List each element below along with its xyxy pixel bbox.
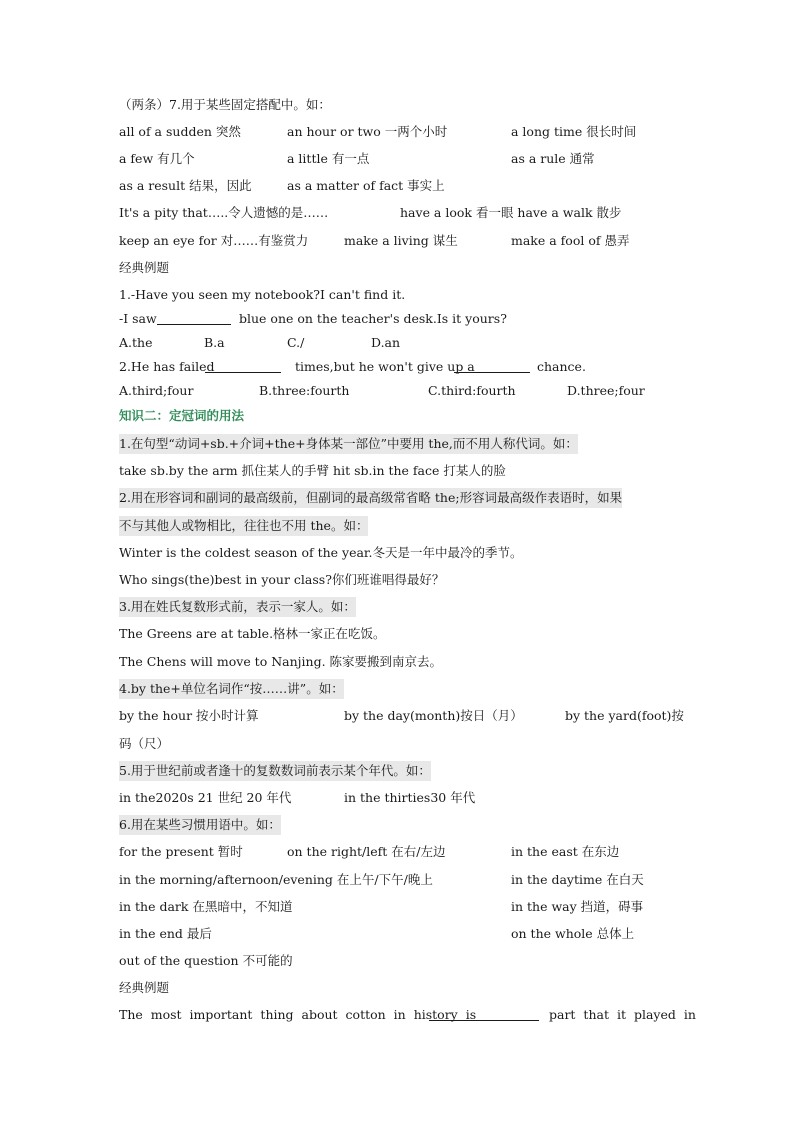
section7-heading: （两条）7.用于某些固定搭配中。如： [119, 97, 331, 112]
phrase: make a living 谋生 [344, 233, 458, 248]
rule-2-example-1: Winter is the coldest season of the year.冬天是一年中最冷的季节。 [119, 545, 523, 560]
phrase: keep an eye for 对……有鉴赏力 [119, 233, 309, 248]
phrase: as a result 结果，因此 [119, 178, 252, 193]
rule-3-example-1: The Greens are at table.格林一家正在吃饭。 [119, 626, 386, 641]
phrase: It's a pity that…..令人遗憾的是…… [119, 205, 329, 220]
option-d: D.three;four [567, 383, 645, 398]
phrase: all of a sudden 突然 [119, 124, 241, 139]
option-c: C.third:fourth [428, 383, 516, 398]
phrase: a little 有一点 [287, 151, 370, 166]
phrase: a long time 很长时间 [511, 124, 637, 139]
phrase: have a look 看一眼 have a walk 散步 [400, 205, 622, 220]
option-b: B.three:fourth [259, 383, 350, 398]
option-b: B.a [204, 335, 225, 350]
phrase: as a rule 通常 [511, 151, 595, 166]
example-title: 经典例题 [119, 980, 170, 995]
phrase: a few 有几个 [119, 151, 195, 166]
option-a: A.the [119, 335, 153, 350]
rule-2-example-2: Who sings(the)best in your class?你们班谁唱得最好？ [119, 572, 445, 587]
rule-3-example-2: The Chens will move to Nanjing. 陈家要搬到南京去。 [119, 654, 443, 669]
phrase: make a fool of 愚弄 [511, 233, 630, 248]
rule-1-example: take sb.by the arm 抓住某人的手臂 hit sb.in the face 打某人的脸 [119, 463, 506, 478]
phrase: an hour or two 一两个小时 [287, 124, 448, 139]
question-1-line-1: 1.-Have you seen my notebook?I can't find it. [119, 287, 406, 302]
answer-blank[interactable] [205, 358, 281, 373]
option-a: A.third;four [119, 383, 194, 398]
example-title: 经典例题 [119, 260, 170, 275]
option-d: D.an [371, 335, 401, 350]
document-page: （两条）7.用于某些固定搭配中。如： all of a sudden 突然 an hour or two 一两个小时 a long time 很长时间 a few 有几个 a little 有一点 as a rule 通常 as a result 结果，因此 as a matter of fact 事实上 It's a pity that…..令人遗憾的是…… have a look 看一眼 have a walk 散步 keep an eye for 对……有鉴赏力 make a living 谋生 make a fool of 愚弄 经典例题 1.-Have you seen my notebook?I can't find it. -I saw blue one on the teacher's desk.Is it yours? A.the B.a C./ D.an 2.He has failed times,but he won't give up a chance. A.third;four B.three:fourth C.third:fourth D.three;four 知识二：定冠词的用法 1.在句型“动词+sb.+介词+the+身体某一部位”中要用 the,而不用人称代词。如： take sb.by the arm 抓住某人的手臂 hit sb.in the face 打某人的脸 2.用在形容词和副词的最高级前，但副词的最高级常省略 the;形容词最高级作表语时，如果 不与其他人或物相比，往往也不用 the。如： Winter is the coldest season of the year.冬天是一年中最冷的季节。 Who sings(the)best in your class?你们班谁唱得最好？ 3.用在姓氏复数形式前，表示一家人。如： The Greens are at table.格林一家正在吃饭。 The Chens will move to Nanjing. 陈家要搬到南京去。 4.by the+单位名词作“按……讲”。如： by the hour 按小时计算 by the day(month)按日（月） by the yard(foot)按 码（尺） 5.用于世纪前或者逢十的复数数词前表示某个年代。如： in the2020s 21 世纪 20 年代 in the thirties30 年代 6.用在某些习惯用语中。如： for the present 暂时 on the right/left 在右/左边 in the east 在东边 in the morning/afternoon/evening 在上午/下午/晚上 in the daytime 在白天 in the dark 在黑暗中，不知道 in the way 挡道，碍事 in the end 最后 on the whole 总体上 out of the question 不可能的 经典例题 The most important thing about cotton in history is part that it played in [119, 97, 696, 1022]
option-c: C./ [287, 335, 305, 350]
rule-4-example-cont: 码（尺） [119, 736, 170, 751]
answer-blank[interactable] [429, 1006, 539, 1021]
answer-blank[interactable] [157, 310, 231, 325]
answer-blank[interactable] [454, 358, 530, 373]
section-title: 知识二：定冠词的用法 [119, 408, 245, 423]
phrase: as a matter of fact 事实上 [287, 178, 445, 193]
